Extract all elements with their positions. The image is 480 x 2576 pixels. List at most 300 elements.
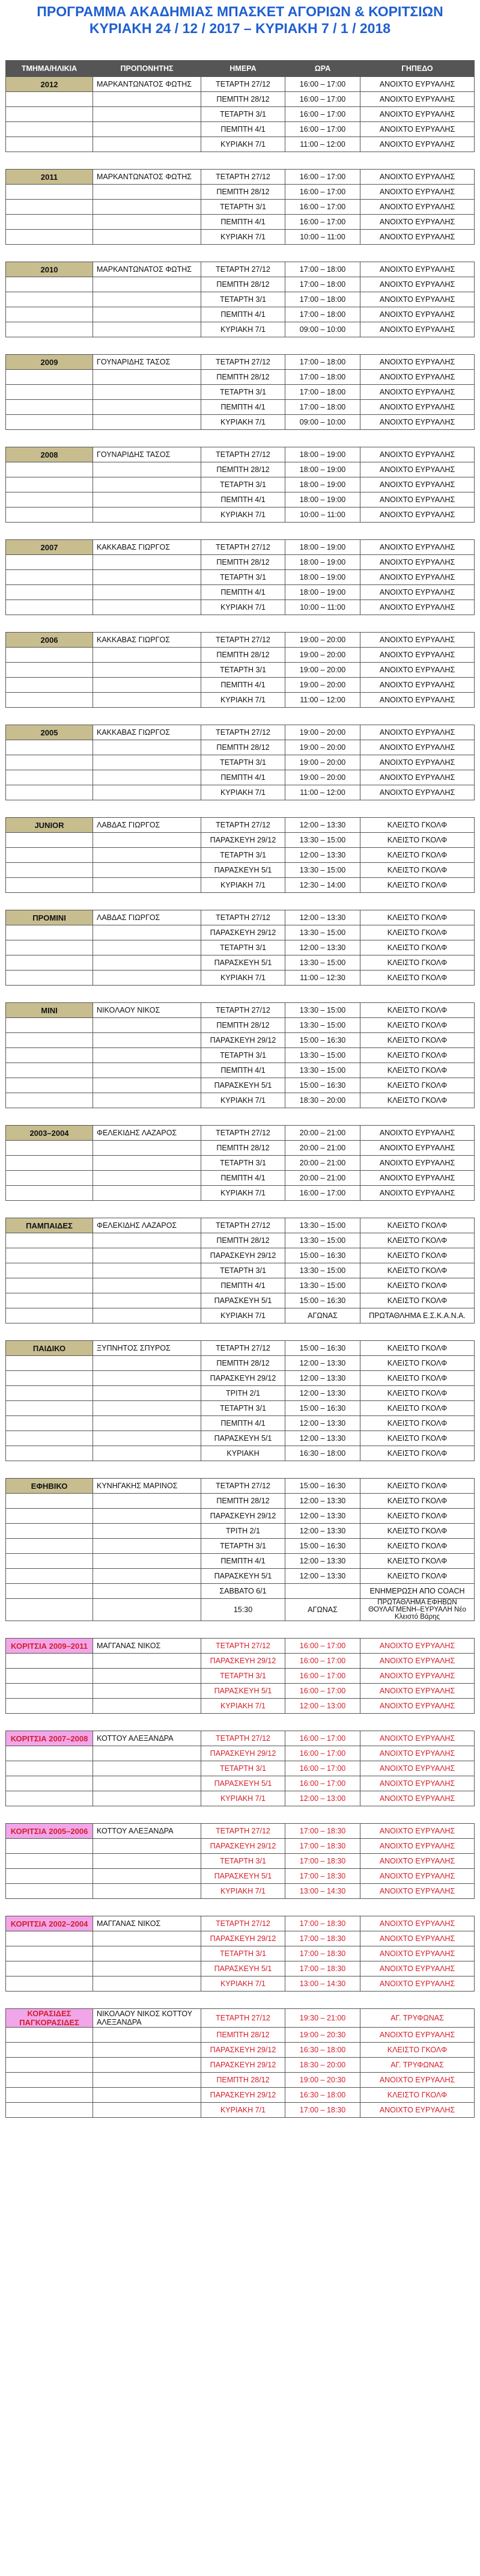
time-cell: 12:00 – 13:30	[285, 1554, 360, 1569]
empty-cell	[93, 185, 201, 200]
table-row	[6, 200, 475, 215]
venue-cell: ΑΝΟΙΧΤΟ ΕΥΡΥΑΛΗΣ	[360, 648, 475, 663]
time-cell: 19:00 – 20:00	[285, 740, 360, 755]
venue-cell: ΑΝΟΙΧΤΟ ΕΥΡΥΑΛΗΣ	[360, 322, 475, 337]
time-cell: 19:00 – 20:00	[285, 755, 360, 770]
day-cell: ΠΕΜΠΤΗ 28/12	[201, 1018, 285, 1033]
venue-cell: ΑΝΟΙΧΤΟ ΕΥΡΥΑΛΗΣ	[360, 1916, 475, 1931]
empty-cell	[6, 1931, 93, 1946]
day-cell: ΠΑΡΑΣΚΕΥΗ 29/12	[201, 833, 285, 848]
time-cell: 12:00 – 13:00	[285, 1791, 360, 1806]
time-cell: 10:00 – 11:00	[285, 508, 360, 523]
table-row	[6, 818, 475, 833]
empty-cell	[6, 1446, 93, 1461]
empty-cell	[93, 971, 201, 986]
empty-cell	[93, 1761, 201, 1776]
day-cell: ΠΕΜΠΤΗ 4/1	[201, 215, 285, 230]
venue-cell: ΚΛΕΙΣΤΟ ΓΚΟΛΦ	[360, 1524, 475, 1539]
day-cell: ΚΥΡΙΑΚΗ 7/1	[201, 1308, 285, 1323]
venue-cell: ΑΝΟΙΧΤΟ ΕΥΡΥΑΛΗΣ	[360, 230, 475, 245]
table-row	[6, 1048, 475, 1063]
empty-cell	[6, 1018, 93, 1033]
empty-cell	[93, 1171, 201, 1186]
table-row	[6, 878, 475, 893]
group-name-cell: ΚΟΡΙΤΣΙΑ 2007–2008	[6, 1731, 93, 1746]
group-name-cell: 2005	[6, 725, 93, 740]
venue-cell: ΑΝΟΙΧΤΟ ΕΥΡΥΑΛΗΣ	[360, 725, 475, 740]
day-cell: ΤΕΤΑΡΤΗ 27/12	[201, 1639, 285, 1654]
table-row	[6, 307, 475, 322]
table-row	[6, 2043, 475, 2058]
venue-cell: ΑΝΟΙΧΤΟ ΕΥΡΥΑΛΗΣ	[360, 1156, 475, 1171]
coach-cell: ΚΑΚΚΑΒΑΣ ΓΙΩΡΓΟΣ	[93, 540, 201, 555]
venue-cell: ΑΝΟΙΧΤΟ ΕΥΡΥΑΛΗΣ	[360, 1776, 475, 1791]
time-cell: 13:00 – 14:30	[285, 1884, 360, 1899]
time-cell: 12:00 – 13:30	[285, 1431, 360, 1446]
day-cell: ΠΑΡΑΣΚΕΥΗ 29/12	[201, 1839, 285, 1854]
table-row	[6, 1599, 475, 1621]
table-row	[6, 462, 475, 477]
venue-cell: ΑΝΟΙΧΤΟ ΕΥΡΥΑΛΗΣ	[360, 447, 475, 462]
day-cell: ΠΕΜΠΤΗ 4/1	[201, 1554, 285, 1569]
empty-cell	[6, 648, 93, 663]
time-cell: 17:00 – 18:00	[285, 400, 360, 415]
day-cell: ΠΕΜΠΤΗ 28/12	[201, 1233, 285, 1248]
empty-cell	[6, 1048, 93, 1063]
day-cell: ΤΕΤΑΡΤΗ 27/12	[201, 170, 285, 185]
empty-cell	[6, 600, 93, 615]
empty-cell	[6, 385, 93, 400]
empty-cell	[93, 663, 201, 678]
empty-cell	[6, 1141, 93, 1156]
empty-cell	[93, 1386, 201, 1401]
venue-cell: ΚΛΕΙΣΤΟ ΓΚΟΛΦ	[360, 1293, 475, 1308]
venue-cell: ΚΛΕΙΣΤΟ ΓΚΟΛΦ	[360, 2043, 475, 2058]
table-row	[6, 415, 475, 430]
table-row	[6, 1916, 475, 1931]
time-cell: 16:00 – 17:00	[285, 1669, 360, 1684]
day-cell: ΠΕΜΠΤΗ 28/12	[201, 1141, 285, 1156]
venue-cell: ΑΝΟΙΧΤΟ ΕΥΡΥΑΛΗΣ	[360, 107, 475, 122]
group-spacer	[6, 1621, 475, 1639]
table-row	[6, 1308, 475, 1323]
empty-cell	[93, 693, 201, 708]
table-row	[6, 292, 475, 307]
empty-cell	[93, 2028, 201, 2043]
spacer-cell	[6, 1806, 475, 1824]
time-cell: 13:30 – 15:00	[285, 833, 360, 848]
table-row	[6, 2103, 475, 2118]
empty-cell	[93, 1033, 201, 1048]
table-row	[6, 1078, 475, 1093]
empty-cell	[6, 1884, 93, 1899]
empty-cell	[93, 1494, 201, 1509]
empty-cell	[93, 863, 201, 878]
table-row	[6, 1416, 475, 1431]
day-cell: ΠΑΡΑΣΚΕΥΗ 5/1	[201, 1961, 285, 1976]
venue-cell: ΚΛΕΙΣΤΟ ΓΚΟΛΦ	[360, 1356, 475, 1371]
empty-cell	[93, 1776, 201, 1791]
table-row	[6, 1976, 475, 1992]
venue-cell: ΑΝΟΙΧΤΟ ΕΥΡΥΑΛΗΣ	[360, 215, 475, 230]
venue-cell: ΑΝΟΙΧΤΟ ΕΥΡΥΑΛΗΣ	[360, 1639, 475, 1654]
empty-cell	[6, 2088, 93, 2103]
table-row	[6, 107, 475, 122]
table-row	[6, 1233, 475, 1248]
time-cell: 13:30 – 15:00	[285, 1218, 360, 1233]
table-row	[6, 1824, 475, 1839]
venue-cell: ΑΝΟΙΧΤΟ ΕΥΡΥΑΛΗΣ	[360, 415, 475, 430]
venue-cell: ΑΝΟΙΧΤΟ ΕΥΡΥΑΛΗΣ	[360, 1884, 475, 1899]
venue-cell: ΚΛΕΙΣΤΟ ΓΚΟΛΦ	[360, 1278, 475, 1293]
day-cell: ΠΑΡΑΣΚΕΥΗ 5/1	[201, 863, 285, 878]
empty-cell	[6, 1524, 93, 1539]
day-cell: ΠΑΡΑΣΚΕΥΗ 29/12	[201, 1509, 285, 1524]
day-cell: ΚΥΡΙΑΚΗ 7/1	[201, 693, 285, 708]
empty-cell	[93, 1233, 201, 1248]
venue-cell: ΚΛΕΙΣΤΟ ΓΚΟΛΦ	[360, 1509, 475, 1524]
time-cell: 13:30 – 15:00	[285, 863, 360, 878]
table-row	[6, 1946, 475, 1961]
spacer-cell	[6, 1323, 475, 1341]
table-row	[6, 1699, 475, 1714]
day-cell: ΚΥΡΙΑΚΗ 7/1	[201, 1186, 285, 1201]
spacer-cell	[6, 523, 475, 540]
group-spacer	[6, 1323, 475, 1341]
table-row	[6, 1654, 475, 1669]
venue-cell: ΚΛΕΙΣΤΟ ΓΚΟΛΦ	[360, 1093, 475, 1108]
time-cell: 17:00 – 18:30	[285, 1824, 360, 1839]
table-row	[6, 1386, 475, 1401]
group-spacer	[6, 337, 475, 355]
venue-cell: ΚΛΕΙΣΤΟ ΓΚΟΛΦ	[360, 1479, 475, 1494]
empty-cell	[93, 1308, 201, 1323]
empty-cell	[93, 1401, 201, 1416]
table-row	[6, 785, 475, 800]
empty-cell	[6, 2103, 93, 2118]
day-cell: ΤΕΤΑΡΤΗ 27/12	[201, 1126, 285, 1141]
table-row	[6, 185, 475, 200]
empty-cell	[93, 878, 201, 893]
time-cell: 16:00 – 17:00	[285, 170, 360, 185]
day-cell: ΤΕΤΑΡΤΗ 27/12	[201, 540, 285, 555]
day-cell: ΠΕΜΠΤΗ 4/1	[201, 307, 285, 322]
group-name-cell: 2011	[6, 170, 93, 185]
empty-cell	[6, 1569, 93, 1584]
coach-cell: ΜΑΓΓΑΝΑΣ ΝΙΚΟΣ	[93, 1639, 201, 1654]
empty-cell	[6, 785, 93, 800]
venue-cell: ΑΝΟΙΧΤΟ ΕΥΡΥΑΛΗΣ	[360, 570, 475, 585]
day-cell: ΠΕΜΠΤΗ 4/1	[201, 770, 285, 785]
column-header: ΓΗΠΕΔΟ	[360, 61, 475, 77]
time-cell: 16:00 – 17:00	[285, 107, 360, 122]
table-row	[6, 910, 475, 925]
empty-cell	[93, 1371, 201, 1386]
venue-cell: ΑΝΟΙΧΤΟ ΕΥΡΥΑΛΗΣ	[360, 508, 475, 523]
empty-cell	[93, 925, 201, 940]
time-cell: 15:00 – 16:30	[285, 1479, 360, 1494]
empty-cell	[6, 1293, 93, 1308]
time-cell: 17:00 – 18:00	[285, 355, 360, 370]
time-cell: 16:00 – 17:00	[285, 1684, 360, 1699]
empty-cell	[6, 1746, 93, 1761]
empty-cell	[6, 1854, 93, 1869]
group-spacer	[6, 800, 475, 818]
venue-cell: ΚΛΕΙΣΤΟ ΓΚΟΛΦ	[360, 1554, 475, 1569]
empty-cell	[6, 1308, 93, 1323]
venue-cell: ΚΛΕΙΣΤΟ ΓΚΟΛΦ	[360, 1233, 475, 1248]
day-cell: ΤΕΤΑΡΤΗ 27/12	[201, 1341, 285, 1356]
empty-cell	[6, 1386, 93, 1401]
table-row	[6, 740, 475, 755]
venue-cell: ΚΛΕΙΣΤΟ ΓΚΟΛΦ	[360, 1218, 475, 1233]
table-row	[6, 1761, 475, 1776]
time-cell: 15:00 – 16:30	[285, 1539, 360, 1554]
time-cell: 19:00 – 20:00	[285, 648, 360, 663]
time-cell: 16:30 – 18:00	[285, 1446, 360, 1461]
venue-cell: ΑΓ. ΤΡΥΦΩΝΑΣ	[360, 2058, 475, 2073]
table-row	[6, 1479, 475, 1494]
day-cell: ΠΑΡΑΣΚΕΥΗ 29/12	[201, 1248, 285, 1263]
venue-cell: ΚΛΕΙΣΤΟ ΓΚΟΛΦ	[360, 2088, 475, 2103]
time-cell: 12:30 – 14:00	[285, 878, 360, 893]
day-cell: ΤΕΤΑΡΤΗ 3/1	[201, 292, 285, 307]
empty-cell	[93, 107, 201, 122]
empty-cell	[6, 1186, 93, 1201]
empty-cell	[6, 1401, 93, 1416]
time-cell: 17:00 – 18:00	[285, 307, 360, 322]
time-cell: 13:30 – 15:00	[285, 1063, 360, 1078]
time-cell: 18:00 – 19:00	[285, 585, 360, 600]
venue-cell: ΑΝΟΙΧΤΟ ΕΥΡΥΑΛΗΣ	[360, 755, 475, 770]
table-row	[6, 137, 475, 152]
empty-cell	[93, 1599, 201, 1621]
day-cell: ΠΕΜΠΤΗ 28/12	[201, 1494, 285, 1509]
table-row	[6, 1639, 475, 1654]
venue-cell: ΚΛΕΙΣΤΟ ΓΚΟΛΦ	[360, 1494, 475, 1509]
time-cell: 20:00 – 21:00	[285, 1171, 360, 1186]
venue-cell: ΑΝΟΙΧΤΟ ΕΥΡΥΑΛΗΣ	[360, 1824, 475, 1839]
coach-cell: ΦΕΛΕΚΙΔΗΣ ΛΑΖΑΡΟΣ	[93, 1126, 201, 1141]
group-name-cell: 2010	[6, 262, 93, 277]
day-cell: ΠΑΡΑΣΚΕΥΗ 5/1	[201, 1431, 285, 1446]
spacer-cell	[6, 1899, 475, 1916]
empty-cell	[6, 570, 93, 585]
schedule-table	[5, 60, 475, 2118]
empty-cell	[93, 940, 201, 955]
empty-cell	[93, 508, 201, 523]
table-row	[6, 1171, 475, 1186]
group-name-cell: 2012	[6, 77, 93, 92]
day-cell: ΤΕΤΑΡΤΗ 3/1	[201, 200, 285, 215]
time-cell: 09:00 – 10:00	[285, 322, 360, 337]
empty-cell	[6, 492, 93, 508]
day-cell: ΚΥΡΙΑΚΗ 7/1	[201, 1884, 285, 1899]
time-cell: 15:00 – 16:30	[285, 1293, 360, 1308]
time-cell: 12:00 – 13:30	[285, 1356, 360, 1371]
empty-cell	[6, 1233, 93, 1248]
table-row	[6, 230, 475, 245]
empty-cell	[93, 370, 201, 385]
time-cell: 12:00 – 13:30	[285, 848, 360, 863]
spacer-cell	[6, 430, 475, 447]
time-cell: 18:30 – 20:00	[285, 2058, 360, 2073]
empty-cell	[93, 1186, 201, 1201]
coach-cell: ΝΙΚΟΛΑΟΥ ΝΙΚΟΣ	[93, 1003, 201, 1018]
time-cell: 16:00 – 17:00	[285, 92, 360, 107]
time-cell: 16:00 – 17:00	[285, 1639, 360, 1654]
day-cell: ΚΥΡΙΑΚΗ 7/1	[201, 230, 285, 245]
day-cell: ΠΑΡΑΣΚΕΥΗ 29/12	[201, 2088, 285, 2103]
time-cell: 18:00 – 19:00	[285, 492, 360, 508]
time-cell: 17:00 – 18:00	[285, 385, 360, 400]
day-cell: ΠΑΡΑΣΚΕΥΗ 29/12	[201, 1746, 285, 1761]
time-cell: 20:00 – 21:00	[285, 1141, 360, 1156]
empty-cell	[6, 1248, 93, 1263]
empty-cell	[6, 1961, 93, 1976]
venue-cell: ΑΝΟΙΧΤΟ ΕΥΡΥΑΛΗΣ	[360, 122, 475, 137]
venue-cell: ΚΛΕΙΣΤΟ ΓΚΟΛΦ	[360, 818, 475, 833]
empty-cell	[93, 648, 201, 663]
empty-cell	[6, 1539, 93, 1554]
day-cell: ΚΥΡΙΑΚΗ	[201, 1446, 285, 1461]
empty-cell	[6, 415, 93, 430]
empty-cell	[93, 1093, 201, 1108]
table-row	[6, 663, 475, 678]
empty-cell	[93, 1263, 201, 1278]
table-header-row	[6, 61, 475, 77]
table-row	[6, 508, 475, 523]
table-row	[6, 1539, 475, 1554]
venue-cell: ΑΝΟΙΧΤΟ ΕΥΡΥΑΛΗΣ	[360, 292, 475, 307]
day-cell: ΚΥΡΙΑΚΗ 7/1	[201, 2103, 285, 2118]
empty-cell	[93, 555, 201, 570]
group-spacer	[6, 245, 475, 262]
empty-cell	[6, 292, 93, 307]
empty-cell	[93, 770, 201, 785]
table-row	[6, 1063, 475, 1078]
day-cell: ΚΥΡΙΑΚΗ 7/1	[201, 1976, 285, 1992]
empty-cell	[6, 1761, 93, 1776]
day-cell: ΠΕΜΠΤΗ 28/12	[201, 2073, 285, 2088]
empty-cell	[93, 955, 201, 971]
time-cell: 18:00 – 19:00	[285, 477, 360, 492]
venue-cell: ΚΛΕΙΣΤΟ ΓΚΟΛΦ	[360, 1539, 475, 1554]
empty-cell	[93, 1048, 201, 1063]
venue-cell: ΑΝΟΙΧΤΟ ΕΥΡΥΑΛΗΣ	[360, 678, 475, 693]
table-row	[6, 170, 475, 185]
spacer-cell	[6, 1714, 475, 1731]
table-row	[6, 940, 475, 955]
venue-cell: ΑΝΟΙΧΤΟ ΕΥΡΥΑΛΗΣ	[360, 92, 475, 107]
coach-cell: ΚΑΚΚΑΒΑΣ ΓΙΩΡΓΟΣ	[93, 725, 201, 740]
empty-cell	[93, 2073, 201, 2088]
day-cell: ΤΕΤΑΡΤΗ 3/1	[201, 1669, 285, 1684]
empty-cell	[6, 770, 93, 785]
empty-cell	[6, 1416, 93, 1431]
group-spacer	[6, 1201, 475, 1218]
day-cell: ΤΕΤΑΡΤΗ 27/12	[201, 1916, 285, 1931]
coach-cell: ΦΕΛΕΚΙΔΗΣ ΛΑΖΑΡΟΣ	[93, 1218, 201, 1233]
time-cell: ΑΓΩΝΑΣ	[285, 1599, 360, 1621]
time-cell: 10:00 – 11:00	[285, 230, 360, 245]
venue-cell: ΑΝΟΙΧΤΟ ΕΥΡΥΑΛΗΣ	[360, 770, 475, 785]
time-cell: 17:00 – 18:30	[285, 1961, 360, 1976]
group-name-cell: ΠΑΙΔΙΚΟ	[6, 1341, 93, 1356]
day-cell: ΤΡΙΤΗ 2/1	[201, 1524, 285, 1539]
empty-cell	[93, 200, 201, 215]
empty-cell	[6, 693, 93, 708]
empty-cell	[6, 2073, 93, 2088]
empty-cell	[6, 1033, 93, 1048]
empty-cell	[93, 1509, 201, 1524]
table-row	[6, 1791, 475, 1806]
venue-cell: ΚΛΕΙΣΤΟ ΓΚΟΛΦ	[360, 955, 475, 971]
empty-cell	[6, 878, 93, 893]
venue-cell: ΑΝΟΙΧΤΟ ΕΥΡΥΑΛΗΣ	[360, 693, 475, 708]
spacer-cell	[6, 708, 475, 725]
venue-cell: ΚΛΕΙΣΤΟ ΓΚΟΛΦ	[360, 1371, 475, 1386]
table-row	[6, 971, 475, 986]
table-row	[6, 833, 475, 848]
title-line-2: ΚΥΡΙΑΚΗ 24 / 12 / 2017 – ΚΥΡΙΑΚΗ 7 / 1 / 2018	[89, 20, 391, 36]
venue-cell: ΚΛΕΙΣΤΟ ΓΚΟΛΦ	[360, 1078, 475, 1093]
empty-cell	[93, 600, 201, 615]
venue-cell: ΚΛΕΙΣΤΟ ΓΚΟΛΦ	[360, 1263, 475, 1278]
day-cell: ΚΥΡΙΑΚΗ 7/1	[201, 878, 285, 893]
venue-cell: ΑΝΟΙΧΤΟ ΕΥΡΥΑΛΗΣ	[360, 1126, 475, 1141]
table-row	[6, 678, 475, 693]
coach-cell: ΜΑΓΓΑΝΑΣ ΝΙΚΟΣ	[93, 1916, 201, 1931]
empty-cell	[93, 1293, 201, 1308]
venue-cell: ΑΝΟΙΧΤΟ ΕΥΡΥΑΛΗΣ	[360, 137, 475, 152]
group-name-cell: ΠΡΟΜΙΝΙ	[6, 910, 93, 925]
time-cell: 16:00 – 17:00	[285, 77, 360, 92]
table-row	[6, 633, 475, 648]
coach-cell: ΜΑΡΚΑΝΤΩΝΑΤΟΣ ΦΩΤΗΣ	[93, 262, 201, 277]
venue-cell: ΑΝΟΙΧΤΟ ΕΥΡΥΑΛΗΣ	[360, 462, 475, 477]
table-row	[6, 477, 475, 492]
table-row	[6, 1218, 475, 1233]
table-row	[6, 2028, 475, 2043]
day-cell: ΤΕΤΑΡΤΗ 3/1	[201, 385, 285, 400]
empty-cell	[6, 215, 93, 230]
time-cell: 16:00 – 17:00	[285, 200, 360, 215]
title-line-1: ΠΡΟΓΡΑΜΜΑ ΑΚΑΔΗΜΙΑΣ ΜΠΑΣΚΕΤ ΑΓΟΡΙΩΝ & ΚΟΡΙΤΣΙΩΝ	[37, 4, 443, 19]
venue-cell: ΚΛΕΙΣΤΟ ΓΚΟΛΦ	[360, 833, 475, 848]
spacer-cell	[6, 893, 475, 910]
venue-cell: ΑΝΟΙΧΤΟ ΕΥΡΥΑΛΗΣ	[360, 663, 475, 678]
table-row	[6, 1509, 475, 1524]
venue-cell: ΚΛΕΙΣΤΟ ΓΚΟΛΦ	[360, 910, 475, 925]
venue-cell: ΠΡΩΤΑΘΛΗΜΑ Ε.Σ.Κ.Α.Ν.Α.	[360, 1308, 475, 1323]
empty-cell	[93, 1746, 201, 1761]
table-row	[6, 848, 475, 863]
table-row	[6, 585, 475, 600]
spacer-cell	[6, 1201, 475, 1218]
venue-cell: ΑΝΟΙΧΤΟ ΕΥΡΥΑΛΗΣ	[360, 1931, 475, 1946]
time-cell: 11:00 – 12:00	[285, 785, 360, 800]
empty-cell	[93, 1248, 201, 1263]
time-cell: 19:00 – 20:30	[285, 2073, 360, 2088]
venue-cell: ΚΛΕΙΣΤΟ ΓΚΟΛΦ	[360, 848, 475, 863]
day-cell: ΠΑΡΑΣΚΕΥΗ 5/1	[201, 1869, 285, 1884]
day-cell: ΠΑΡΑΣΚΕΥΗ 5/1	[201, 955, 285, 971]
day-cell: ΠΑΡΑΣΚΕΥΗ 5/1	[201, 1078, 285, 1093]
table-row	[6, 2009, 475, 2028]
venue-cell: ΑΝΟΙΧΤΟ ΕΥΡΥΑΛΗΣ	[360, 1746, 475, 1761]
table-row	[6, 1746, 475, 1761]
